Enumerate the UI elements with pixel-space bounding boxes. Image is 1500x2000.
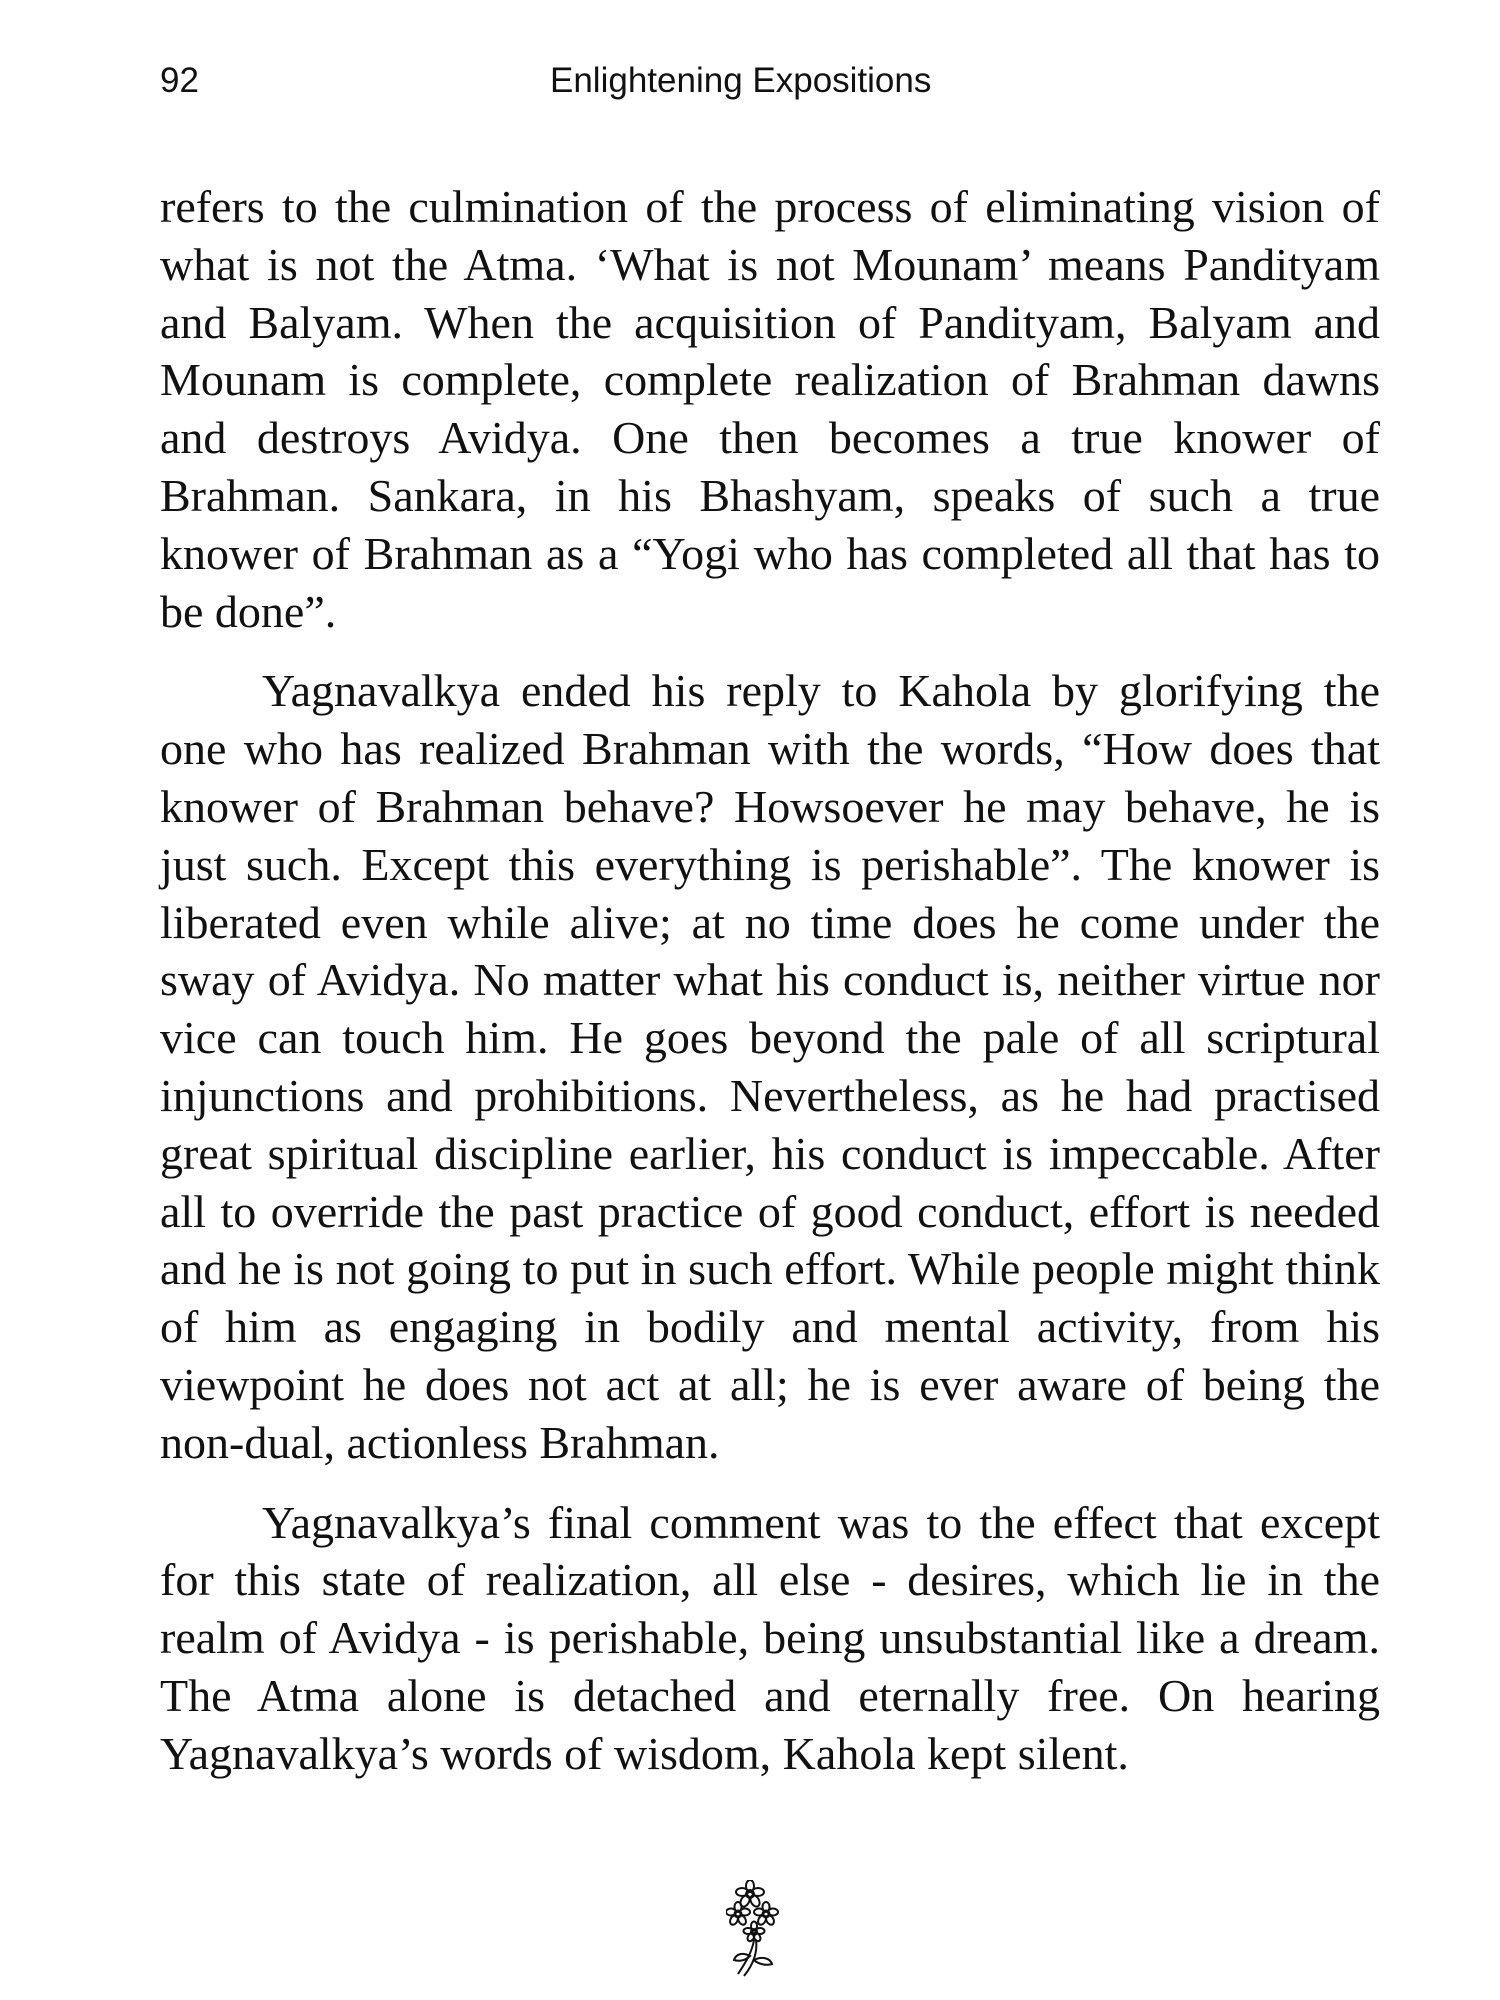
paragraph-final-comment: Yagnavalkya’s final comment was to the effect that except for this state of realization, all else - desires, which lie in the realm of Avidya - is perishable, being unsubstantial like a dream. The Atma alone is detached and eternally free. On hearing Yagnavalkya’s words of wisdom, Kahola kept silent. bbox=[160, 1496, 1380, 1779]
paragraph-kahola-reply: Yagnavalkya ended his reply to Kahola by glorifying the one who has realized Brahman with the words, “How does that knower of Brahman behave? Howsoever he may behave, he is just such. Except this everything is perishable”. The knower is liberated even while alive; at no time does he come under the sway of Avidya. No matter what his conduct is, neither virtue nor vice can touch him. He goes beyond the pale of all scriptural injunctions and prohibitions. Nevertheless, as he had practised great spiritual discipline earlier, his conduct is impeccable. After all to override the past practice of good conduct, effort is needed and he is not going to put in such effort. While people might think of him as engaging in bodily and mental activity, from his viewpoint he does not act at all; he is ever aware of being the non-dual, actionless Brahman. bbox=[160, 665, 1380, 1468]
page-header bbox=[160, 56, 1380, 106]
flower-ornament-icon bbox=[726, 1880, 786, 1978]
paragraph-continuation: refers to the culmination of the process of eliminating vision of what is not the Atma. ‘What is not Mounam’ means Pandityam and Balyam. When the acquisition of Pandityam, Balyam and Mounam is complete, complete realization of Brahman dawns and destroys Avidya. One then becomes a true knower of Brahman. Sankara, in his Bhashyam, speaks of such a true knower of Brahman as a “Yogi who has completed all that has to be done”. bbox=[160, 181, 1380, 637]
page-number: 92 bbox=[160, 61, 199, 100]
body-text bbox=[160, 178, 1380, 1805]
running-title: Enlightening Expositions bbox=[550, 61, 932, 100]
